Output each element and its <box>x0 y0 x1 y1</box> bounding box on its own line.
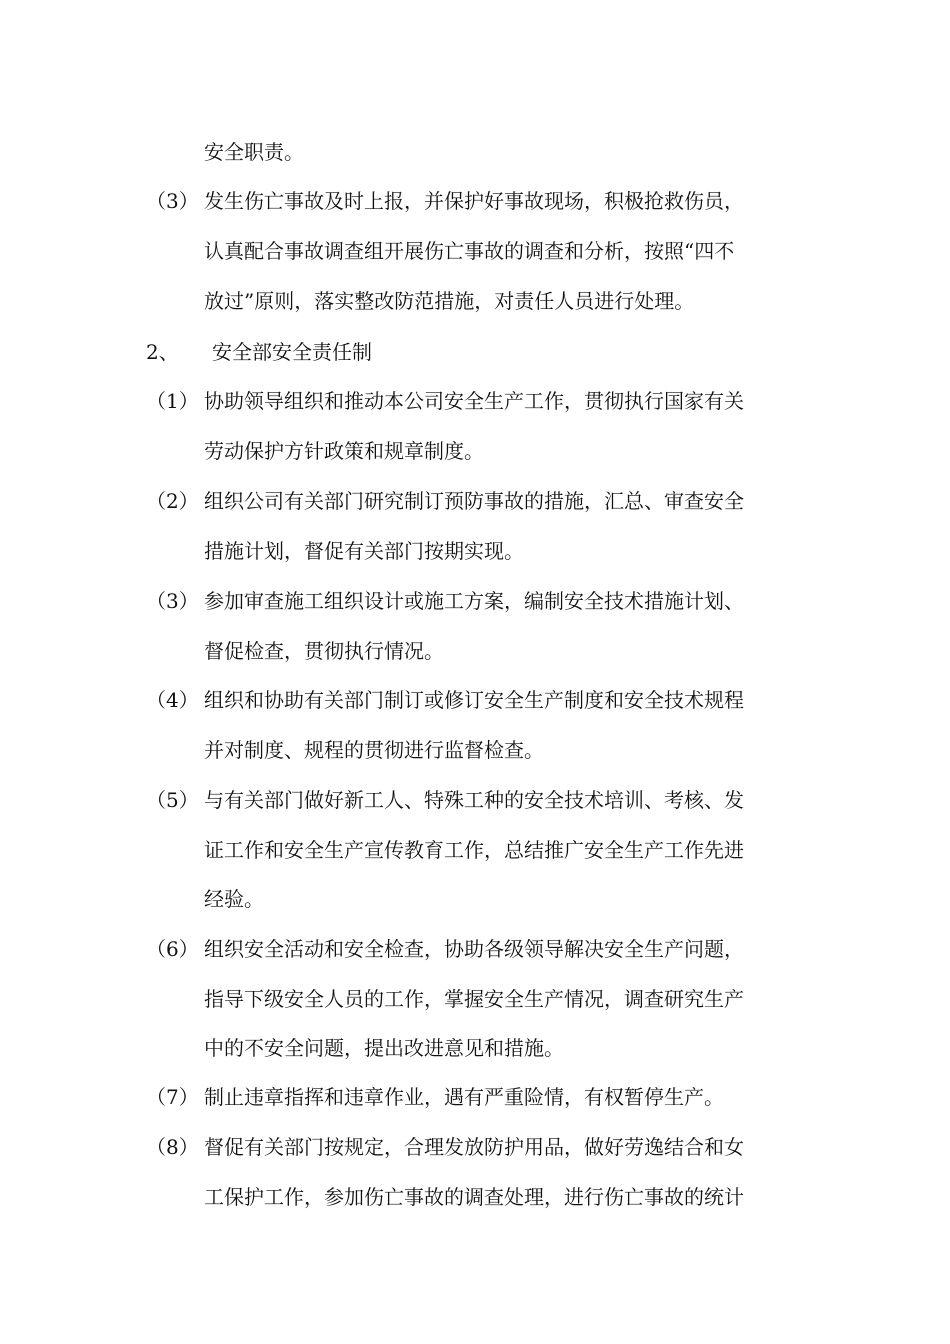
section-number: 2、 <box>146 340 179 364</box>
item-text-continuation: 并对制度、规程的贯彻进行监督检查。 <box>204 738 544 762</box>
item-number: （7） <box>146 1085 199 1109</box>
list-item <box>146 387 744 415</box>
item-text: 协助领导组织和推动本公司安全生产工作，贯彻执行国家有关 <box>204 389 744 413</box>
list-item <box>146 786 744 814</box>
item-number: （2） <box>146 489 199 513</box>
item-number: （5） <box>146 788 199 812</box>
item-text-continuation: 认真配合事故调查组开展伤亡事故的调查和分析，按照“四不 <box>204 239 735 263</box>
item-text-continuation: 督促检查，贯彻执行情况。 <box>204 639 444 663</box>
list-item <box>146 1133 744 1161</box>
list-item <box>146 487 744 515</box>
section-title: 安全部安全责任制 <box>212 340 372 364</box>
item-text: 制止违章指挥和违章作业，遇有严重险情，有权暂停生产。 <box>204 1085 724 1109</box>
item-text-continuation: 措施计划，督促有关部门按期实现。 <box>204 539 524 563</box>
item-number: （3） <box>146 589 199 613</box>
list-item <box>146 935 744 963</box>
item-text: 与有关部门做好新工人、特殊工种的安全技术培训、考核、发 <box>204 788 744 812</box>
item-number: （3） <box>146 189 199 213</box>
section-heading <box>146 338 372 366</box>
item-text: 组织公司有关部门研究制订预防事故的措施，汇总、审查安全 <box>204 489 744 513</box>
item-number: （6） <box>146 937 199 961</box>
list-item <box>146 686 744 714</box>
item-text: 组织和协助有关部门制订或修订安全生产制度和安全技术规程 <box>204 688 744 712</box>
item-number: （8） <box>146 1135 199 1159</box>
item-text: 组织安全活动和安全检查，协助各级领导解决安全生产问题， <box>204 937 744 961</box>
list-item <box>146 1083 724 1111</box>
item-text-continuation: 指导下级安全人员的工作，掌握安全生产情况，调查研究生产 <box>204 987 744 1011</box>
item-text-continuation: 中的不安全问题，提出改进意见和措施。 <box>204 1036 564 1060</box>
item-text-continuation: 证工作和安全生产宣传教育工作，总结推广安全生产工作先进 <box>204 838 744 862</box>
item-text: 发生伤亡事故及时上报，并保护好事故现场，积极抢救伤员， <box>204 189 744 213</box>
item-text-continuation: 放过”原则，落实整改防范措施，对责任人员进行处理。 <box>204 289 695 313</box>
carry-over-line: 安全职责。 <box>204 140 304 164</box>
item-text: 参加审查施工组织设计或施工方案，编制安全技术措施计划、 <box>204 589 744 613</box>
item-number: （4） <box>146 688 199 712</box>
list-item <box>146 187 744 215</box>
item-text-continuation: 经验。 <box>204 887 264 911</box>
item-text: 督促有关部门按规定，合理发放防护用品，做好劳逸结合和女 <box>204 1135 744 1159</box>
item-number: （1） <box>146 389 199 413</box>
list-item <box>146 587 744 615</box>
item-text-continuation: 工保护工作，参加伤亡事故的调查处理，进行伤亡事故的统计 <box>204 1185 744 1209</box>
item-text-continuation: 劳动保护方针政策和规章制度。 <box>204 439 484 463</box>
